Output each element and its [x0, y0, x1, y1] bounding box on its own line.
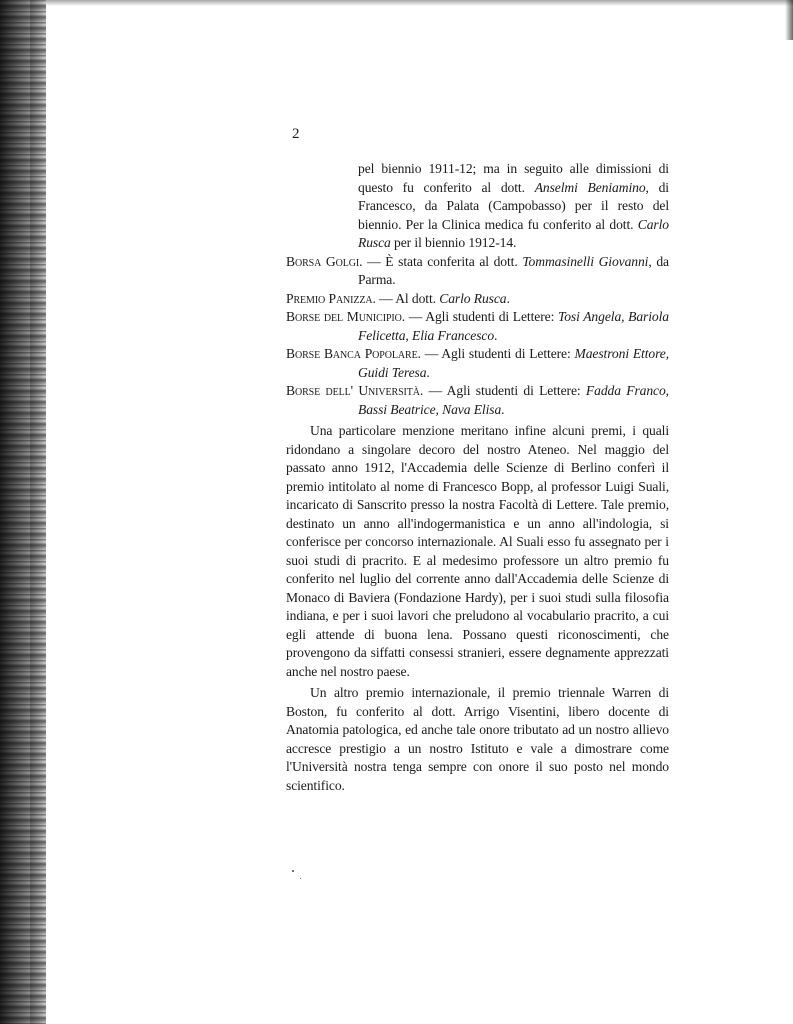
page-number: 2 — [292, 126, 300, 142]
award-text: — Agli studenti di Lettere: — [423, 383, 586, 398]
intro-text-3: per il biennio 1912-14. — [390, 235, 517, 250]
intro-paragraph — [286, 160, 669, 253]
intro-text-1: pel biennio 1911-12; ma in seguito alle dimissioni di questo fu conferito al dott. — [358, 161, 669, 195]
award-after: . — [426, 364, 430, 380]
award-text: — Al dott. — [375, 290, 440, 306]
award-after: . — [501, 401, 505, 417]
award-label: Borse del Municipio. — [286, 309, 406, 324]
body-paragraph-2: Un altro premio internazionale, il premio triennale Warren di Boston, fu conferito al dott. Arrigo Visentini, libero docente di Anatomia patologica, ed anche tale onore tributato ad un nostro allievo accresce prestigio a un nostro Istituto e vale a dimostrare come l'Università nostra tenga sempre con onore il suo posto nel mondo scientifico. — [286, 685, 669, 793]
binding-edge — [0, 0, 46, 1024]
award-after: . — [506, 290, 510, 306]
award-names: Tosi Angela, Bariola Felicetta, Elia Francesco — [358, 309, 669, 343]
scan-top-shadow — [46, 0, 793, 6]
intro-text-2: , di Francesco, da Palata (Campobasso) per il resto del biennio. Per la Clinica medica fu conferito al dott. — [358, 179, 669, 232]
award-names: Maestroni Ettore, Guidi Teresa — [358, 346, 670, 380]
award-text: — È stata conferita al dott. — [362, 253, 523, 269]
body-paragraph-1: Una particolare menzione meritano infine alcuni premi, i quali ridondano a singolare decoro del nostro Ateneo. Nel maggio del passato anno 1912, l'Accademia delle Scienze di Berlino conferì il premio intitolato al nome di Francesco Bopp, al professor Luigi Suali, incaricato di Sanscrito presso la nostra Facoltà di Lettere. Tale premio, destinato un anno all'indogermanistica e un anno all'indologia, si conferisce per concorso internazionale. Al Suali esso fu assegnato per i suoi studi di pracrito. E al medesimo professore un altro premio fu conferito nel luglio del corrente anno dall'Accademia delle Scienze di Monaco di Baviera (Fondazione Hardy), per i suoi studi sulla filosofia indiana, e per i suoi lavori che preludono al vocabulario pracrito, a cui egli attende di buona lena. Possano questi riconoscimenti, che provengono da siffatti consessi stranieri, essere degnamente apprezzati anche nel nostro paese. — [286, 423, 669, 679]
award-entry-golgi — [286, 253, 669, 290]
award-entry-universita — [286, 382, 669, 419]
award-text: — Agli studenti di Lettere: — [420, 346, 575, 361]
scan-speck — [300, 878, 301, 879]
scan-right-shadow — [785, 0, 793, 40]
award-label: Borse Banca Popolare. — [286, 346, 421, 361]
award-label: Borsa Golgi. — [286, 253, 363, 269]
award-label: Borse dell' Università. — [286, 383, 424, 398]
award-entry-panizza — [286, 290, 669, 309]
award-after: , da Parma. — [358, 253, 669, 287]
award-names: Tommasinelli Giovanni — [522, 253, 649, 269]
intro-continuation — [286, 160, 669, 253]
award-names: Fadda Franco, Bassi Beatrice, Nava Elisa — [358, 383, 669, 417]
intro-name-1: Anselmi Beniamino — [534, 179, 646, 195]
award-names: Carlo Rusca — [439, 290, 507, 306]
scan-speck — [292, 870, 294, 872]
intro-name-2: Carlo Rusca — [358, 216, 669, 250]
award-entry-municipio — [286, 308, 669, 345]
document-text — [286, 160, 669, 795]
award-after: . — [494, 327, 498, 343]
award-label: Premio Panizza. — [286, 290, 376, 306]
award-text: — Agli studenti di Lettere: — [405, 309, 558, 324]
award-entry-banca-popolare — [286, 345, 669, 382]
